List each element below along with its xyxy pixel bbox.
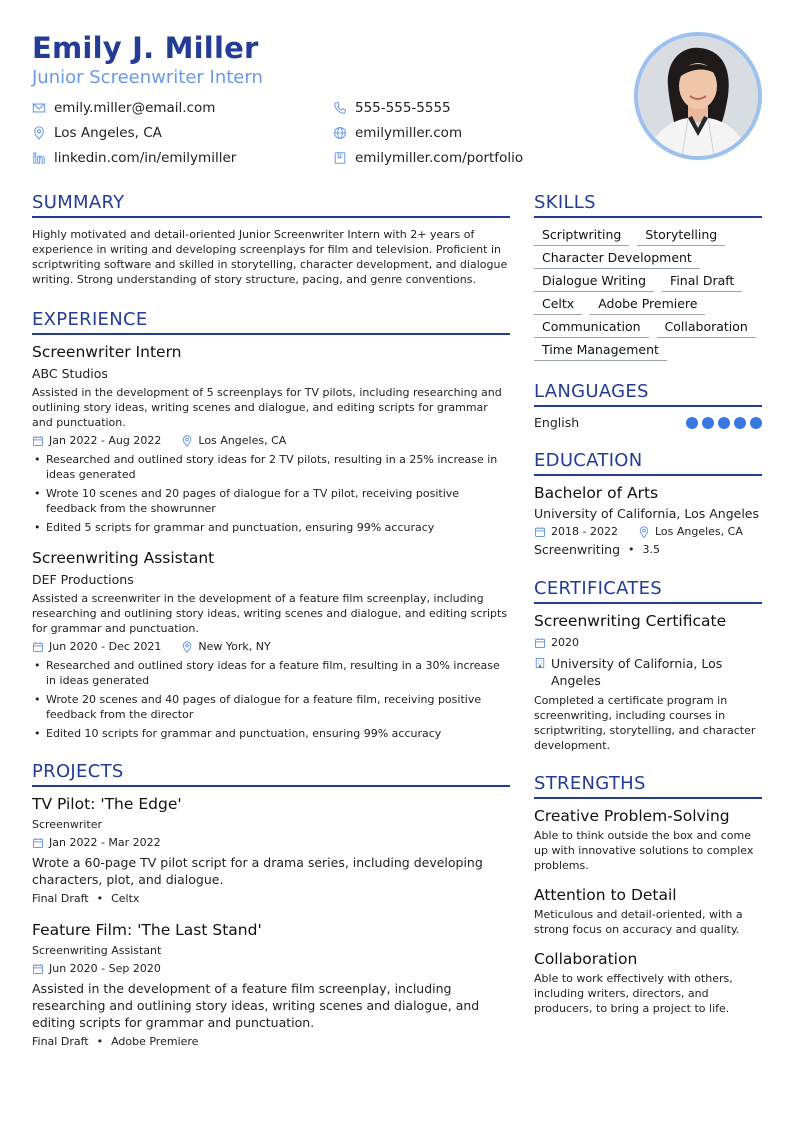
languages-heading: LANGUAGES	[534, 381, 762, 407]
location-pin-icon	[181, 435, 193, 447]
contact-location	[32, 125, 162, 141]
contact-website[interactable]	[333, 125, 462, 141]
certificate-issuer-row	[534, 655, 762, 689]
language-row	[534, 415, 762, 430]
bookmark-icon	[333, 151, 347, 165]
candidate-title: Junior Screenwriter Intern	[32, 67, 263, 88]
calendar-icon	[534, 637, 546, 649]
contact-portfolio[interactable]	[333, 150, 523, 166]
job-description: Assisted a screenwriter in the development of a feature film screenplay, including researching and outlining story ideas, writing scenes and dialogue, and editing scripts for grammar and punctuation.	[32, 592, 508, 635]
location-pin-icon	[181, 641, 193, 653]
certificate-description: Completed a certificate program in screenwriting, including courses in scriptwriting, storytelling, and character development.	[534, 694, 756, 752]
location-pin-icon	[32, 126, 46, 140]
calendar-icon	[32, 837, 44, 849]
website-text: emilymiller.com	[355, 125, 463, 141]
job-dates: Jan 2022 - Aug 2022	[49, 434, 162, 447]
degree: Bachelor of Arts	[534, 484, 659, 502]
summary-heading: SUMMARY	[32, 192, 510, 218]
job-meta	[32, 433, 510, 449]
strength-item	[534, 885, 762, 937]
project-role: Screenwriter	[32, 818, 102, 831]
location-pin-icon	[638, 526, 650, 538]
education-location: Los Angeles, CA	[654, 525, 743, 538]
candidate-name: Emily J. Miller	[32, 31, 259, 65]
linkedin-text: linkedin.com/in/emilymiller	[54, 150, 237, 166]
project-item	[32, 794, 510, 907]
strength-item	[534, 806, 762, 873]
right-column	[534, 192, 762, 1016]
bullet-item: • Wrote 10 scenes and 20 pages of dialogue for a TV pilot, receiving positive feedback from the showrunner	[32, 486, 510, 516]
bullet-item: • Wrote 20 scenes and 40 pages of dialogue for a feature film, receiving positive feedback from the director	[32, 692, 510, 722]
skill-tag: Collaboration	[657, 318, 756, 338]
strength-name: Creative Problem-Solving	[534, 807, 730, 825]
linkedin-icon	[32, 151, 46, 165]
level-dot	[718, 417, 730, 429]
language-level	[686, 417, 762, 429]
tool-label: Adobe Premiere	[111, 1035, 199, 1048]
calendar-icon	[32, 641, 44, 653]
education-item	[534, 483, 762, 558]
building-icon	[534, 657, 546, 669]
strength-name: Attention to Detail	[534, 886, 677, 904]
project-name: TV Pilot: 'The Edge'	[32, 795, 182, 813]
skill-tag: Communication	[534, 318, 649, 338]
resume-header	[32, 30, 762, 170]
certificate-issuer: University of California, Los Angeles	[551, 656, 723, 688]
skill-tag: Adobe Premiere	[590, 295, 705, 315]
job-title: Screenwriting Assistant	[32, 549, 215, 567]
tool-label: Celtx	[111, 892, 140, 905]
education-heading: EDUCATION	[534, 450, 762, 476]
job-location: Los Angeles, CA	[198, 434, 287, 447]
mail-icon	[32, 101, 46, 115]
job-meta	[32, 639, 510, 655]
globe-icon	[333, 126, 347, 140]
skills-list	[534, 226, 762, 361]
project-item	[32, 920, 510, 1050]
email-text: emily.miller@email.com	[54, 100, 216, 116]
strength-text: Able to think outside the box and come up with innovative solutions to complex problems.	[534, 829, 754, 872]
tool-label: Final Draft	[32, 892, 89, 905]
calendar-icon	[534, 526, 546, 538]
skill-tag: Dialogue Writing	[534, 272, 654, 292]
project-meta	[32, 835, 510, 851]
project-description: Assisted in the development of a feature film screenplay, including researching and outlining story ideas, writing scenes and dialogue, and editing scripts for grammar and punctuation.	[32, 981, 480, 1030]
project-tools: Final Draft • Celtx	[32, 892, 140, 905]
calendar-icon	[32, 963, 44, 975]
education-meta	[534, 524, 762, 540]
level-dot	[686, 417, 698, 429]
skill-tag: Time Management	[534, 341, 667, 361]
job-bullets	[32, 452, 510, 535]
skill-tag: Final Draft	[662, 272, 742, 292]
tool-label: Final Draft	[32, 1035, 89, 1048]
certificate-name: Screenwriting Certificate	[534, 612, 727, 630]
project-dates: Jun 2020 - Sep 2020	[49, 962, 161, 975]
skill-tag: Storytelling	[637, 226, 725, 246]
skill-tag: Scriptwriting	[534, 226, 629, 246]
job-title: Screenwriter Intern	[32, 343, 182, 361]
project-tools: Final Draft • Adobe Premiere	[32, 1035, 199, 1048]
avatar-illustration	[638, 36, 758, 156]
strength-text: Able to work effectively with others, including writers, directors, and producers, to bring a project to life.	[534, 972, 733, 1015]
project-name: Feature Film: 'The Last Stand'	[32, 921, 262, 939]
summary-text: Highly motivated and detail-oriented Junior Screenwriter Intern with 2+ years of experience in writing and developing screenplays for film and television. Proficient in scriptwriting software and skilled in storytelling, character development, and dialogue writing. Strong understanding of story structure, pacing, and genre conventions.	[32, 228, 508, 286]
experience-item	[32, 342, 510, 535]
bullet-item: • Edited 5 scripts for grammar and punctuation, ensuring 99% accuracy	[32, 520, 510, 535]
phone-icon	[333, 101, 347, 115]
certificate-year-row	[534, 635, 762, 651]
projects-heading: PROJECTS	[32, 761, 510, 787]
bullet-item: • Researched and outlined story ideas for 2 TV pilots, resulting in a 25% increase in ideas generated	[32, 452, 510, 482]
left-column	[32, 192, 510, 1050]
contact-email[interactable]	[32, 100, 215, 116]
job-bullets	[32, 658, 510, 741]
job-location: New York, NY	[198, 640, 271, 653]
level-dot	[734, 417, 746, 429]
portfolio-text: emilymiller.com/portfolio	[355, 150, 524, 166]
skill-tag: Character Development	[534, 249, 700, 269]
level-dot	[750, 417, 762, 429]
strengths-heading: STRENGTHS	[534, 773, 762, 799]
bullet-item: • Edited 10 scripts for grammar and punctuation, ensuring 99% accuracy	[32, 726, 510, 741]
project-dates: Jan 2022 - Mar 2022	[49, 836, 161, 849]
location-text: Los Angeles, CA	[54, 125, 162, 141]
contact-phone[interactable]	[333, 100, 451, 116]
strength-text: Meticulous and detail-oriented, with a strong focus on accuracy and quality.	[534, 908, 743, 936]
experience-heading: EXPERIENCE	[32, 309, 510, 335]
strength-item	[534, 949, 762, 1016]
certificates-heading: CERTIFICATES	[534, 578, 762, 604]
project-role: Screenwriting Assistant	[32, 944, 162, 957]
phone-text: 555-555-5555	[355, 100, 451, 116]
level-dot	[702, 417, 714, 429]
project-description: Wrote a 60-page TV pilot script for a drama series, including developing characters, plot, and dialogue.	[32, 855, 483, 887]
education-field-row: Screenwriting • 3.5	[534, 542, 661, 557]
experience-item	[32, 548, 510, 741]
job-description: Assisted in the development of 5 screenplays for TV pilots, including researching and outlining story ideas, writing scenes and dialogue, and editing scripts for grammar and punctuation.	[32, 386, 502, 429]
field-of-study: Screenwriting	[534, 542, 621, 557]
language-name: English	[534, 415, 580, 430]
company-name: DEF Productions	[32, 572, 134, 587]
bullet-item: • Researched and outlined story ideas for a feature film, resulting in a 30% increase in ideas generated	[32, 658, 510, 688]
strength-name: Collaboration	[534, 950, 638, 968]
certificate-item	[534, 611, 762, 753]
profile-photo	[634, 32, 762, 160]
gpa: 3.5	[642, 543, 661, 556]
skills-heading: SKILLS	[534, 192, 762, 218]
calendar-icon	[32, 435, 44, 447]
certificate-year: 2020	[551, 636, 579, 649]
project-meta	[32, 961, 510, 977]
school: University of California, Los Angeles	[534, 506, 760, 521]
education-dates: 2018 - 2022	[551, 525, 618, 538]
job-dates: Jun 2020 - Dec 2021	[49, 640, 162, 653]
company-name: ABC Studios	[32, 366, 108, 381]
skill-tag: Celtx	[534, 295, 582, 315]
contact-linkedin[interactable]	[32, 150, 236, 166]
